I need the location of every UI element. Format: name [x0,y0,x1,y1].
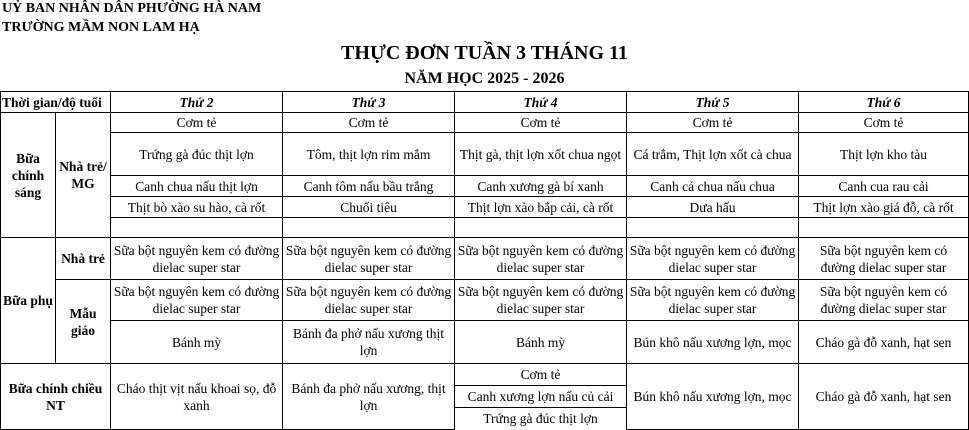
menu-cell: Canh xương lợn nấu củ cải [455,386,626,408]
menu-cell: Thịt gà, thịt lợn xốt chua ngọt [455,133,627,176]
menu-cell: Trứng gà đúc thịt lợn [111,133,283,176]
menu-table [0,91,969,430]
menu-cell: Cơm tẻ [283,113,455,133]
menu-cell: Sữa bột nguyên kem có đường dielac super star [455,238,627,280]
menu-cell: Cơm tẻ [520,367,561,383]
meal-label: Bữa chính sáng [1,113,56,238]
menu-cell: Cơm tẻ [627,113,799,133]
menu-cell: Bánh đa phở nấu xương thịt lợn [283,321,455,364]
table-row [1,364,969,430]
empty-cell [111,218,283,238]
menu-cell: Cơm tẻ [455,113,627,133]
age-group-label: Mẫu giáo [56,280,111,364]
table-row [1,321,969,364]
menu-cell: Sữa bột nguyên kem có đường dielac super star [799,280,969,321]
menu-cell: Dưa hấu [627,197,799,218]
menu-cell: Cơm tẻ [799,113,969,133]
header-row [1,92,969,113]
menu-cell: Thịt bò xào su hào, cà rốt [111,197,283,218]
menu-cell: Bún khô nấu xương lợn, mọc [627,364,799,430]
menu-cell: Canh cua rau cải [799,176,969,197]
menu-cell: Cơm tẻ [111,113,283,133]
org-name-line1: UỶ BAN NHÂN DÂN PHƯỜNG HÀ NAM [2,1,262,16]
menu-cell: Cháo gà đỗ xanh, hạt sen [799,364,969,430]
menu-cell: Sữa bột nguyên kem có đường dielac super star [111,280,283,321]
meal-label: Bữa phụ [1,238,56,364]
menu-cell-split [455,364,627,430]
menu-cell: Trứng gà đúc thịt lợn [455,408,626,430]
day-header: Thứ 5 [627,92,799,113]
menu-cell: Canh cá chua nấu chua [627,176,799,197]
menu-cell: Thịt lợn xào bắp cải, cà rốt [455,197,627,218]
menu-cell: Tôm, thịt lợn rim mắm [283,133,455,176]
table-row [1,218,969,238]
menu-title: THỰC ĐƠN TUẦN 3 THÁNG 11 [341,42,628,64]
day-header: Thứ 3 [283,92,455,113]
menu-cell: Chuối tiêu [283,197,455,218]
empty-cell [283,218,455,238]
school-year: NĂM HỌC 2025 - 2026 [404,70,565,87]
menu-cell: Thịt lợn kho tàu [799,133,969,176]
menu-cell: Bánh đa phở nấu xương, thịt lợn [283,364,455,430]
menu-cell: Sữa bột nguyên kem có đường dielac super star [627,238,799,280]
menu-cell: Cá trắm, Thịt lợn xốt cà chua [627,133,799,176]
table-row [1,113,969,133]
age-group-label: Nhà trẻ/ MG [56,113,111,238]
menu-cell: Sữa bột nguyên kem có đường dielac super star [283,238,455,280]
menu-cell: Sữa bột nguyên kem có đường dielac super star [799,238,969,280]
menu-cell: Cháo thịt vịt nấu khoai sọ, đỗ xanh [111,364,283,430]
menu-cell: Sữa bột nguyên kem có đường dielac super star [111,238,283,280]
table-row [1,197,969,218]
sub-table [455,364,626,429]
menu-cell: Canh chua nấu thịt lợn [111,176,283,197]
age-group-label: Nhà trẻ [56,238,111,280]
empty-cell [627,218,799,238]
table-row [1,176,969,197]
menu-cell: Sữa bột nguyên kem có đường dielac super star [283,280,455,321]
menu-cell: Canh xương gà bí xanh [455,176,627,197]
menu-cell: Thịt lợn xào giá đỗ, cà rốt [799,197,969,218]
menu-cell: Canh tôm nấu bầu trắng [283,176,455,197]
org-name-line2: TRƯỜNG MẦM NON LAM HẠ [2,20,200,35]
menu-cell: Bún khô nấu xương lợn, mọc [627,321,799,364]
empty-cell [799,218,969,238]
empty-cell [455,218,627,238]
corner-header: Thời gian/độ tuổi [1,92,111,113]
table-row [1,238,969,280]
menu-cell: Sữa bột nguyên kem có đường dielac super star [455,280,627,321]
day-header: Thứ 6 [799,92,969,113]
menu-cell: Bánh mỳ [111,321,283,364]
day-header: Thứ 4 [455,92,627,113]
table-row [1,280,969,321]
meal-label: Bữa chính chiều NT [1,364,111,430]
menu-cell: Sữa bột nguyên kem có đường dielac super star [627,280,799,321]
table-row [1,133,969,176]
menu-cell: Cháo gà đỗ xanh, hạt sen [799,321,969,364]
menu-cell: Bánh mỳ [455,321,627,364]
day-header: Thứ 2 [111,92,283,113]
